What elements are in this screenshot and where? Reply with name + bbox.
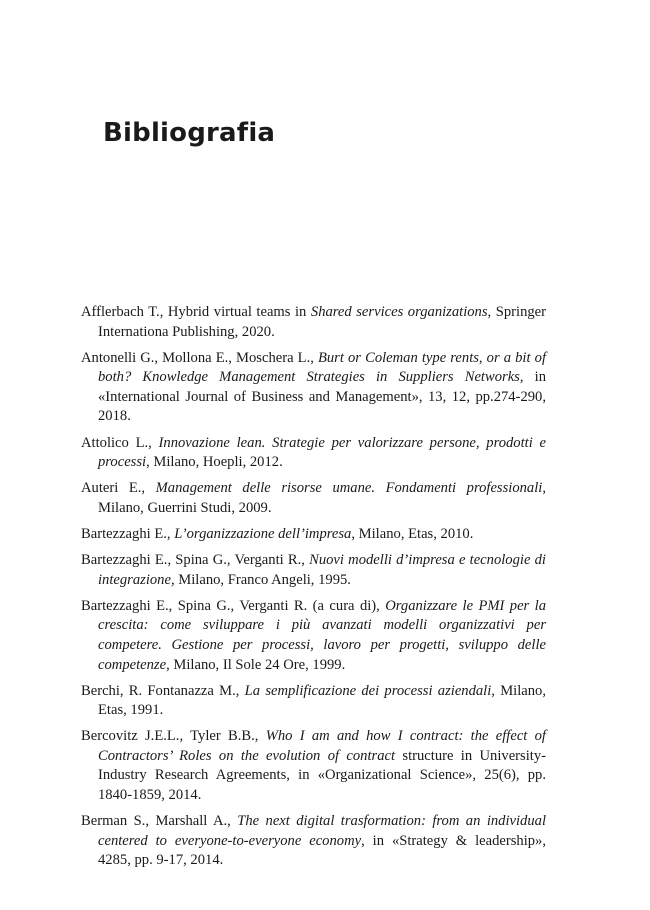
page-title: Bibliografia — [103, 118, 276, 148]
entry-text: Afflerbach T., Hybrid virtual teams in — [81, 304, 311, 320]
entry-text: Attolico L., — [81, 434, 159, 451]
entry-text: structure in University-Industry Research Agreements, in «Organizational Science», 25(6), pp. 1840-1859, 2014. — [98, 747, 546, 804]
bibliography-entry — [81, 479, 546, 518]
entry-title-italic: La semplificazione dei processi aziendali — [244, 682, 492, 699]
bibliography-entry — [81, 727, 546, 805]
entry-title-italic: Organizzare le PMI per la crescita: come sviluppare i più avanzati modelli organizzativi per competere. Gestione per processi, lavoro per progetti, sviluppo delle competenze — [98, 597, 546, 673]
bibliography-entry — [81, 551, 546, 590]
entry-title-italic: L’organizzazione dell’impresa — [174, 525, 352, 542]
entry-text: Berchi, R. Fontanazza M., — [81, 682, 245, 699]
entry-text: , Milano, Il Sole 24 Ore, 1999. — [166, 656, 346, 673]
bibliography-entry — [81, 812, 546, 871]
entry-title-italic: Management delle risorse umane. Fondamenti professionali — [155, 480, 543, 497]
entry-title-italic: Innovazione lean. Strategie per valorizzare persone, prodotti e processi — [98, 434, 546, 471]
entry-text: Antonelli G., Mollona E., Moschera L., — [81, 349, 318, 366]
entry-title-italic: The next digital trasformation: from an individual centered to everyone-to-everyone economy — [98, 813, 546, 849]
entry-title-italic: Burt or Coleman type rents, or a bit of both? Knowledge Management Strategies in Suppliers Networks — [98, 349, 546, 386]
entry-text: Bartezzaghi E., — [81, 525, 175, 542]
bibliography-entry — [81, 303, 546, 342]
bibliography-list — [81, 303, 546, 877]
entry-text: , Milano, Franco Angeli, 1995. — [170, 571, 351, 588]
entry-text: , in «Strategy & leadership», 4285, pp. 9-17, 2014. — [98, 832, 547, 869]
entry-text: Bercovitz J.E.L., Tyler B.B., — [81, 728, 266, 745]
bibliography-entry — [81, 525, 546, 545]
entry-title-italic: Shared services organizations — [310, 304, 488, 320]
entry-title-italic: Nuovi modelli d’impresa e tecnologie di integrazione — [98, 552, 546, 588]
entry-text: , Milano, Guerrini Studi, 2009. — [98, 480, 546, 516]
entry-text: , Milano, Etas, 1991. — [98, 682, 546, 719]
bibliography-entry — [81, 349, 546, 427]
entry-text: , in «International Journal of Business and Management», 13, 12, pp.274-290, 2018. — [98, 369, 546, 425]
entry-text: , Springer Internationa Publishing, 2020. — [98, 304, 546, 340]
bibliography-entry — [81, 682, 546, 721]
entry-text: , Milano, Hoepli, 2012. — [146, 454, 283, 471]
entry-text: Auteri E., — [81, 480, 156, 497]
entry-text: Berman S., Marshall A., — [81, 813, 238, 830]
entry-text: , Milano, Etas, 2010. — [351, 525, 474, 542]
entry-title-italic: Who I am and how I contract: the effect of Contractors’ Roles on the evolution of contract — [98, 728, 546, 764]
entry-text: Bartezzaghi E., Spina G., Verganti R., — [81, 552, 310, 569]
bibliography-entry — [81, 434, 546, 473]
bibliography-entry — [81, 597, 546, 675]
entry-text: Bartezzaghi E., Spina G., Verganti R. (a cura di), — [81, 597, 386, 614]
